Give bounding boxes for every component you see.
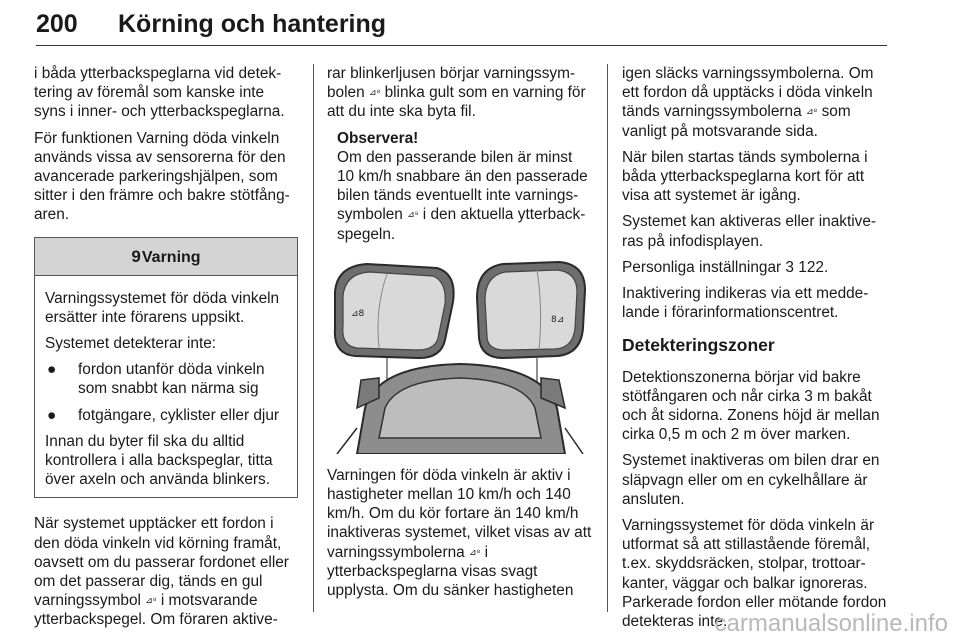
mirror-illustration	[327, 258, 593, 454]
blind-spot-symbol-icon: ⊿⁸	[145, 595, 157, 606]
mirror-illustration-svg	[327, 258, 593, 454]
blind-spot-symbol-icon: ⊿⁸	[805, 106, 818, 117]
note-text	[337, 148, 593, 244]
paragraph: Systemet kan aktiveras eller inaktiveras på infodisplayen.	[622, 213, 877, 250]
section-heading: Detekteringszoner	[622, 335, 775, 356]
warning-box	[34, 237, 298, 499]
column-1	[34, 64, 298, 637]
page-reference-link[interactable]: 3	[785, 258, 794, 276]
paragraph	[622, 64, 888, 141]
header-rule	[36, 45, 887, 46]
text-span: blinka gult som en varning för att du inte ska byta fil.	[327, 84, 586, 121]
warning-title: Varning	[141, 248, 201, 266]
right-mirror-symbol-icon: 8⊿	[551, 314, 565, 325]
blind-spot-symbol-icon: ⊿⁸	[368, 87, 381, 98]
right-mirror-glass	[485, 270, 577, 350]
note-block	[327, 129, 593, 244]
bullet-icon: ●	[47, 406, 57, 424]
paragraph	[327, 64, 593, 122]
warning-body	[35, 276, 297, 498]
paragraph: För funktionen Varning döda vinkeln används vissa av sensorerna för den avancerade parkeringshjälpen, som sitter i den främre och bakre stötfångaren.	[34, 129, 290, 224]
warning-text: Systemet detekterar inte:	[45, 335, 217, 353]
chapter-title: Körning och hantering	[118, 10, 387, 38]
paragraph: Varningssystemet för döda vinkeln är utformat så att stillastående föremål, t.ex. skyddsräcken, stolpar, trottoarkanter, väggar och balkar ignoreras. Parkerade fordon eller mötande fordon detekteras inte.	[622, 517, 887, 631]
paragraph	[34, 514, 298, 629]
paragraph	[622, 258, 888, 277]
text-span: Om den passerande bilen är minst 10 km/h snabbare än den passerade bilen tänds eventuellt inte varningssymbolen	[337, 148, 588, 224]
warning-text: Varningssystemet för döda vinkeln ersätter inte förarens uppsikt.	[45, 289, 280, 326]
paragraph: Detektionszonerna börjar vid bakre stötfångaren och når cirka 3 m bakåt och åt sidorna. Zonens höjd är mellan cirka 0,5 m och 2 m över marken.	[622, 368, 880, 444]
warning-header	[35, 238, 297, 276]
warning-text: Innan du byter fil ska du alltid kontrollera i alla backspeglar, titta över axeln och använda blinkers.	[45, 432, 273, 489]
paragraph	[327, 466, 593, 600]
list-item	[45, 406, 289, 425]
left-mirror-symbol-icon: ⊿8	[351, 308, 365, 319]
column-2	[327, 64, 593, 607]
paragraph: Inaktivering indikeras via ett meddelande i förarinformationscentret.	[622, 285, 869, 322]
blind-spot-symbol-icon: ⊿⁸	[469, 546, 481, 557]
text-span: igen släcks varningssymbolerna. Om ett fordon då upptäcks i döda vinkeln tänds varningssymbolerna	[622, 65, 874, 121]
text-span: När systemet upptäcker ett fordon i den döda vinkeln vid körning framåt, oavsett om du passerar fordonet eller om det passerar dig, tänds en gul varningssymbol	[34, 515, 289, 610]
text-span: i motsvarande ytterbackspegel. Om föraren aktive-	[34, 592, 278, 629]
blind-spot-symbol-icon: ⊿⁸	[407, 209, 419, 220]
paragraph: När bilen startas tänds symbolerna i båda ytterbackspeglarna kort för att visa att systemet är igång.	[622, 148, 868, 205]
list-item	[45, 360, 289, 398]
text-span: Personliga inställningar	[622, 258, 782, 276]
watermark: carmanualsonline.info	[714, 610, 948, 637]
column-divider-1	[313, 64, 314, 612]
list-item-text: fordon utanför döda vinkeln som snabbt kan närma sig	[78, 361, 265, 398]
paragraph: Systemet inaktiveras om bilen drar en släpvagn eller om en cykelhållare är ansluten.	[622, 452, 880, 508]
text-span: Varningen för döda vinkeln är aktiv i hastigheter mellan 10 km/h och 140 km/h. Om du kör fortare än 140 km/h inaktiveras systemet, vilket visas av att varningssymbolerna	[327, 466, 592, 561]
page-header	[36, 6, 886, 46]
text-span: som vanligt på motsvarande sida.	[622, 103, 851, 140]
column-divider-2	[607, 64, 608, 612]
column-3	[622, 64, 888, 638]
text-span: i den aktuella ytterbackspegeln.	[337, 206, 586, 243]
warning-triangle-icon: 9	[131, 246, 141, 266]
page-number: 200	[36, 10, 78, 38]
list-item-text: fotgängare, cyklister eller djur	[78, 406, 280, 424]
paragraph: i båda ytterbackspeglarna vid detektering av föremål som kanske inte syns i inner- och ytterbackspeglarna.	[34, 65, 285, 121]
text-span: 122.	[798, 258, 829, 276]
text-span: i ytterbackspeglarna visas svagt upplysta. Om du sänker hastigheten	[327, 543, 574, 600]
note-title: Observera!	[337, 129, 419, 147]
bullet-icon: ●	[47, 361, 57, 379]
text-span: rar blinkerljusen börjar varningssymbolen	[327, 65, 576, 102]
